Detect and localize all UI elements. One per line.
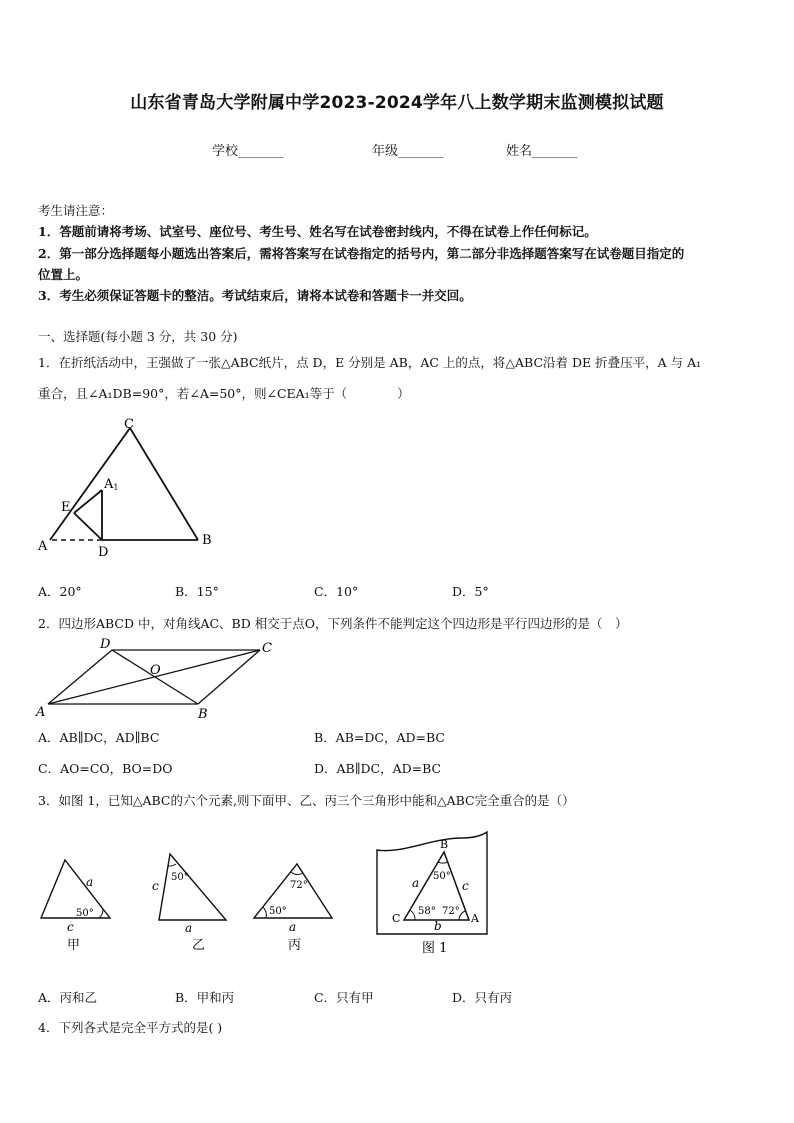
q1-label-a1: A1 (104, 477, 119, 492)
q2-option-d[interactable]: D．AB∥DC，AD=BC (314, 761, 442, 776)
q3-yi-caption: 乙 (192, 938, 206, 953)
notice-heading: 考生请注意： (38, 203, 114, 218)
q3-option-d[interactable]: D．只有丙 (452, 990, 513, 1005)
q1-label-a: A (38, 539, 48, 554)
q3-fig1-label-b-vertex: B (440, 838, 449, 851)
q1-label-c: C (124, 417, 134, 432)
q1-option-a[interactable]: A．20° (38, 584, 82, 599)
q1-option-c[interactable]: C．10° (314, 584, 359, 599)
q3-fig1-arc-a (459, 911, 465, 920)
q2-option-c[interactable]: C．AO=CO，BO=DO (38, 761, 173, 776)
q3-fig1-caption: 图 1 (422, 941, 448, 956)
q2-label-d: D (100, 637, 111, 652)
q1-label-b: B (202, 533, 212, 548)
q3-fig1-label-c-vertex: C (392, 912, 401, 925)
q3-fig1-angle-b: 50° (433, 871, 451, 882)
notice-item-1: 1．答题前请将考场、试室号、座位号、考生号、姓名写在试卷密封线内，不得在试卷上作任何标记。 (38, 224, 597, 239)
q3-option-c[interactable]: C．只有甲 (314, 990, 374, 1005)
notice-item-2: 2．第一部分选择题每小题选出答案后，需将答案写在试卷指定的括号内，第二部分非选择题答案写在试卷题目指定的 (38, 246, 685, 261)
q3-fig1-angle-a: 72° (442, 906, 460, 917)
q2-parallelogram-figure (30, 632, 280, 724)
q3-yi-label-c: c (152, 879, 159, 893)
notice-item-2-cont: 位置上。 (38, 267, 89, 282)
q2-option-a[interactable]: A．AB∥DC，AD∥BC (38, 730, 160, 745)
q3-fig1-angle-c: 58° (418, 906, 436, 917)
q1-triangle-figure (30, 412, 230, 562)
q1-option-d[interactable]: D．5° (452, 584, 489, 599)
q2-stem: 2．四边形ABCD 中，对角线AC、BD 相交于点O，下列条件不能判定这个四边形是平行四边形的是（ ） (38, 616, 628, 631)
q4-stem: 4．下列各式是完全平方式的是( ) (38, 1020, 223, 1035)
q1-side-cb (130, 428, 198, 540)
q3-bing-top-arc (291, 872, 303, 875)
q3-bing-left-arc (263, 907, 266, 918)
q3-fig1-arc-c (410, 910, 415, 920)
q3-fig1-label-a-vertex: A (471, 912, 479, 925)
q3-figure-1 (372, 830, 494, 960)
q3-yi-angle-arc (168, 864, 176, 866)
q3-option-a[interactable]: A．丙和乙 (38, 990, 98, 1005)
page-title: 山东省青岛大学附属中学2023-2024学年八上数学期末监测模拟试题 (130, 93, 664, 113)
q3-jia-label-a: a (86, 875, 94, 889)
q2-option-b[interactable]: B．AB=DC，AD=BC (314, 730, 445, 745)
q3-figure-jia (36, 850, 118, 956)
q1-option-b[interactable]: B．15° (175, 584, 219, 599)
q1-label-d: D (98, 545, 109, 560)
q2-label-b: B (198, 707, 208, 722)
notice-item-3: 3．考生必须保证答题卡的整洁。考试结束后，请将本试卷和答题卡一并交回。 (38, 288, 472, 303)
grade-field: 年级_______ (372, 144, 444, 159)
q3-jia-label-c: c (67, 920, 74, 934)
q3-fig1-side-b: b (434, 919, 442, 933)
q3-bing-caption: 丙 (288, 938, 302, 953)
school-field: 学校_______ (212, 144, 284, 159)
q3-figure-yi (148, 850, 234, 956)
q3-yi-triangle (159, 854, 226, 920)
q3-yi-angle: 50° (171, 872, 189, 883)
q1-stem-line1: 1．在折纸活动中，王强做了一张△ABC纸片，点 D，E 分别是 AB，AC 上的点，将△ABC沿着 DE 折叠压平，A 与 A₁ (38, 355, 702, 370)
q2-label-o: O (150, 663, 161, 678)
q3-fig1-arc-b (438, 862, 448, 863)
q3-fig1-side-c: c (462, 879, 469, 893)
q1-stem-line2: 重合，且∠A₁DB=90°，若∠A=50°，则∠CEA₁等于（ ） (38, 386, 410, 401)
q2-label-c: C (262, 641, 272, 656)
q3-bing-angle-72: 72° (290, 880, 308, 891)
q3-yi-label-a: a (185, 921, 193, 935)
q3-stem: 3．如图 1，已知△ABC的六个元素,则下面甲、乙、丙三个三角形中能和△ABC完全重合的是（） (38, 793, 575, 808)
q3-option-b[interactable]: B．甲和丙 (175, 990, 235, 1005)
q2-label-a: A (36, 705, 46, 720)
q3-jia-caption: 甲 (67, 938, 81, 953)
q1-label-e: E (61, 500, 71, 515)
q3-bing-angle-50: 50° (269, 906, 287, 917)
q3-fig1-side-a: a (412, 876, 420, 890)
section-heading: 一、选择题(每小题 3 分，共 30 分) (38, 329, 238, 344)
q3-bing-triangle (254, 864, 332, 918)
q3-jia-angle: 50° (76, 908, 94, 919)
q3-figure-bing (252, 850, 336, 956)
q1-fold-ed (74, 513, 102, 540)
q3-jia-angle-arc (99, 909, 103, 918)
q3-bing-label-a: a (289, 920, 297, 934)
name-field: 姓名_______ (506, 144, 578, 159)
